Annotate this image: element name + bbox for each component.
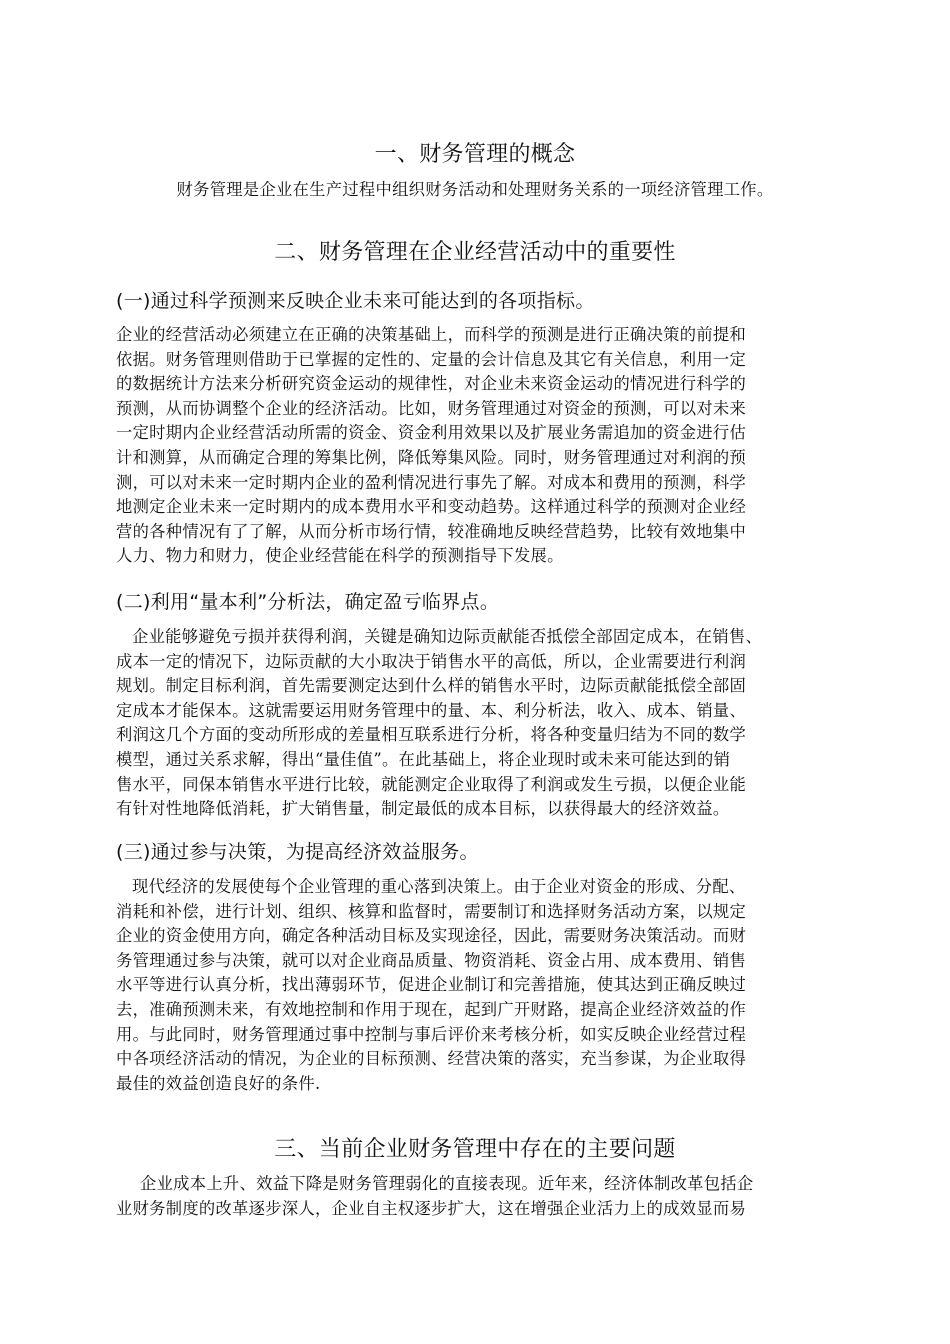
section-3-heading: 三、当前企业财务管理中存在的主要问题 — [274, 1137, 676, 1162]
paragraph-line: 水平等进行认真分析，找出薄弱环节，促进企业制订和完善措施，使其达到正确反映过 — [116, 975, 747, 995]
section-1-heading: 一、财务管理的概念 — [374, 142, 576, 167]
paragraph-line: 人力、物力和财力，使企业经营能在科学的预测指导下发展。 — [116, 546, 564, 566]
paragraph-line: 去，准确预测未来，有效地控制和作用于现在，起到广开财路，提高企业经济效益的作 — [116, 999, 747, 1019]
paragraph-line: 企业的资金使用方向，确定各种活动目标及实现途径，因此，需要财务决策活动。而财 — [116, 926, 747, 946]
subsection-1-heading: (一)通过科学预测来反映企业未来可能达到的各项指标。 — [116, 290, 595, 312]
paragraph-line: 测，可以对未来一定时期内企业的盈利情况进行事先了解。对成本和费用的预测，科学 — [116, 472, 747, 492]
section-2-heading: 二、财务管理在企业经营活动中的重要性 — [274, 240, 676, 265]
paragraph-line: 一定时期内企业经营活动所需的资金、资金利用效果以及扩展业务需追加的资金进行估 — [116, 423, 747, 443]
paragraph-line: 成本一定的情况下，边际贡献的大小取决于销售水平的高低，所以，企业需要进行利润 — [116, 651, 747, 671]
paragraph-line: 务管理通过参与决策，就可以对企业商品质量、物资消耗、资金占用、成本费用、销售 — [116, 950, 747, 970]
paragraph-line: 的数据统计方法来分析研究资金运动的规律性，对企业未来资金运动的情况进行科学的 — [116, 374, 747, 394]
paragraph-line: 地测定企业未来一定时期内的成本费用水平和变动趋势。这样通过科学的预测对企业经 — [116, 497, 747, 517]
paragraph-line: 企业的经营活动必须建立在正确的决策基础上，而科学的预测是进行正确决策的前提和 — [116, 325, 747, 344]
section-3-paragraph — [116, 1172, 864, 1221]
subsection-2-paragraph — [116, 625, 864, 822]
paragraph-line: 有针对性地降低消耗，扩大销售量，制定最低的成本目标，以获得最大的经济效益。 — [116, 799, 730, 819]
paragraph-line: 售水平，同保本销售水平进行比较，就能测定企业取得了利润或发生亏损，以便企业能 — [116, 774, 747, 794]
subsection-1-paragraph — [116, 323, 864, 569]
paragraph-line: 规划。制定目标利润，首先需要测定达到什么样的销售水平时，边际贡献能抵偿全部固 — [116, 676, 747, 696]
paragraph-line: 中各项经济活动的情况，为企业的目标预测、经营决策的落实，充当参谋，为企业取得 — [116, 1049, 747, 1069]
paragraph-line: 预测，从而协调整个企业的经济活动。比如，财务管理通过对资金的预测，可以对未来 — [116, 398, 747, 418]
paragraph-line: 依据。财务管理则借助于已掌握的定性的、定量的会计信息及其它有关信息，利用一定 — [116, 349, 747, 369]
paragraph-line: 利润这几个方面的变动所形成的差量相互联系进行分析，将各种变量归结为不同的数学 — [116, 725, 747, 745]
paragraph-line: 消耗和补偿，进行计划、组织、核算和监督时，需要制订和选择财务活动方案，以规定 — [116, 901, 747, 921]
paragraph-line: 企业成本上升、效益下降是财务管理弱化的直接表现。近年来，经济体制改革包括企 — [140, 1174, 754, 1193]
paragraph-line: 营的各种情况有了了解，从而分析市场行情，较准确地反映经营趋势，比较有效地集中 — [116, 521, 747, 541]
paragraph-line: 计和测算，从而确定合理的筹集比例，降低筹集风险。同时，财务管理通过对利润的预 — [116, 447, 747, 467]
subsection-3-paragraph — [116, 875, 864, 1096]
subsection-2-heading: (二)利用“量本利”分析法，确定盈亏临界点。 — [116, 591, 500, 613]
paragraph-line: 现代经济的发展使每个企业管理的重心落到决策上。由于企业对资金的形成、分配、 — [132, 877, 746, 896]
paragraph-line: 模型，通过关系求解，得出“量佳值”。在此基础上，将企业现时或未来可能达到的销 — [116, 749, 731, 769]
paragraph-line: 企业能够避免亏损并获得利润，关键是确知边际贡献能否抵偿全部固定成本，在销售、 — [132, 627, 763, 646]
paragraph-line: 最佳的效益创造良好的条件. — [116, 1073, 321, 1093]
subsection-3-heading: (三)通过参与决策，为提高经济效益服务。 — [116, 841, 479, 863]
paragraph-line: 业财务制度的改革逐步深人，企业自主权逐步扩大，这在增强企业活力上的成效显而易 — [116, 1198, 747, 1218]
section-1-body: 财务管理是企业在生产过程中组织财务活动和处理财务关系的一项经济管理工作。 — [176, 180, 774, 199]
paragraph-line: 用。与此同时，财务管理通过事中控制与事后评价来考核分析，如实反映企业经营过程 — [116, 1024, 747, 1044]
paragraph-line: 定成本才能保本。这就需要运用财务管理中的量、本、利分析法，收入、成本、销量、 — [116, 700, 747, 720]
